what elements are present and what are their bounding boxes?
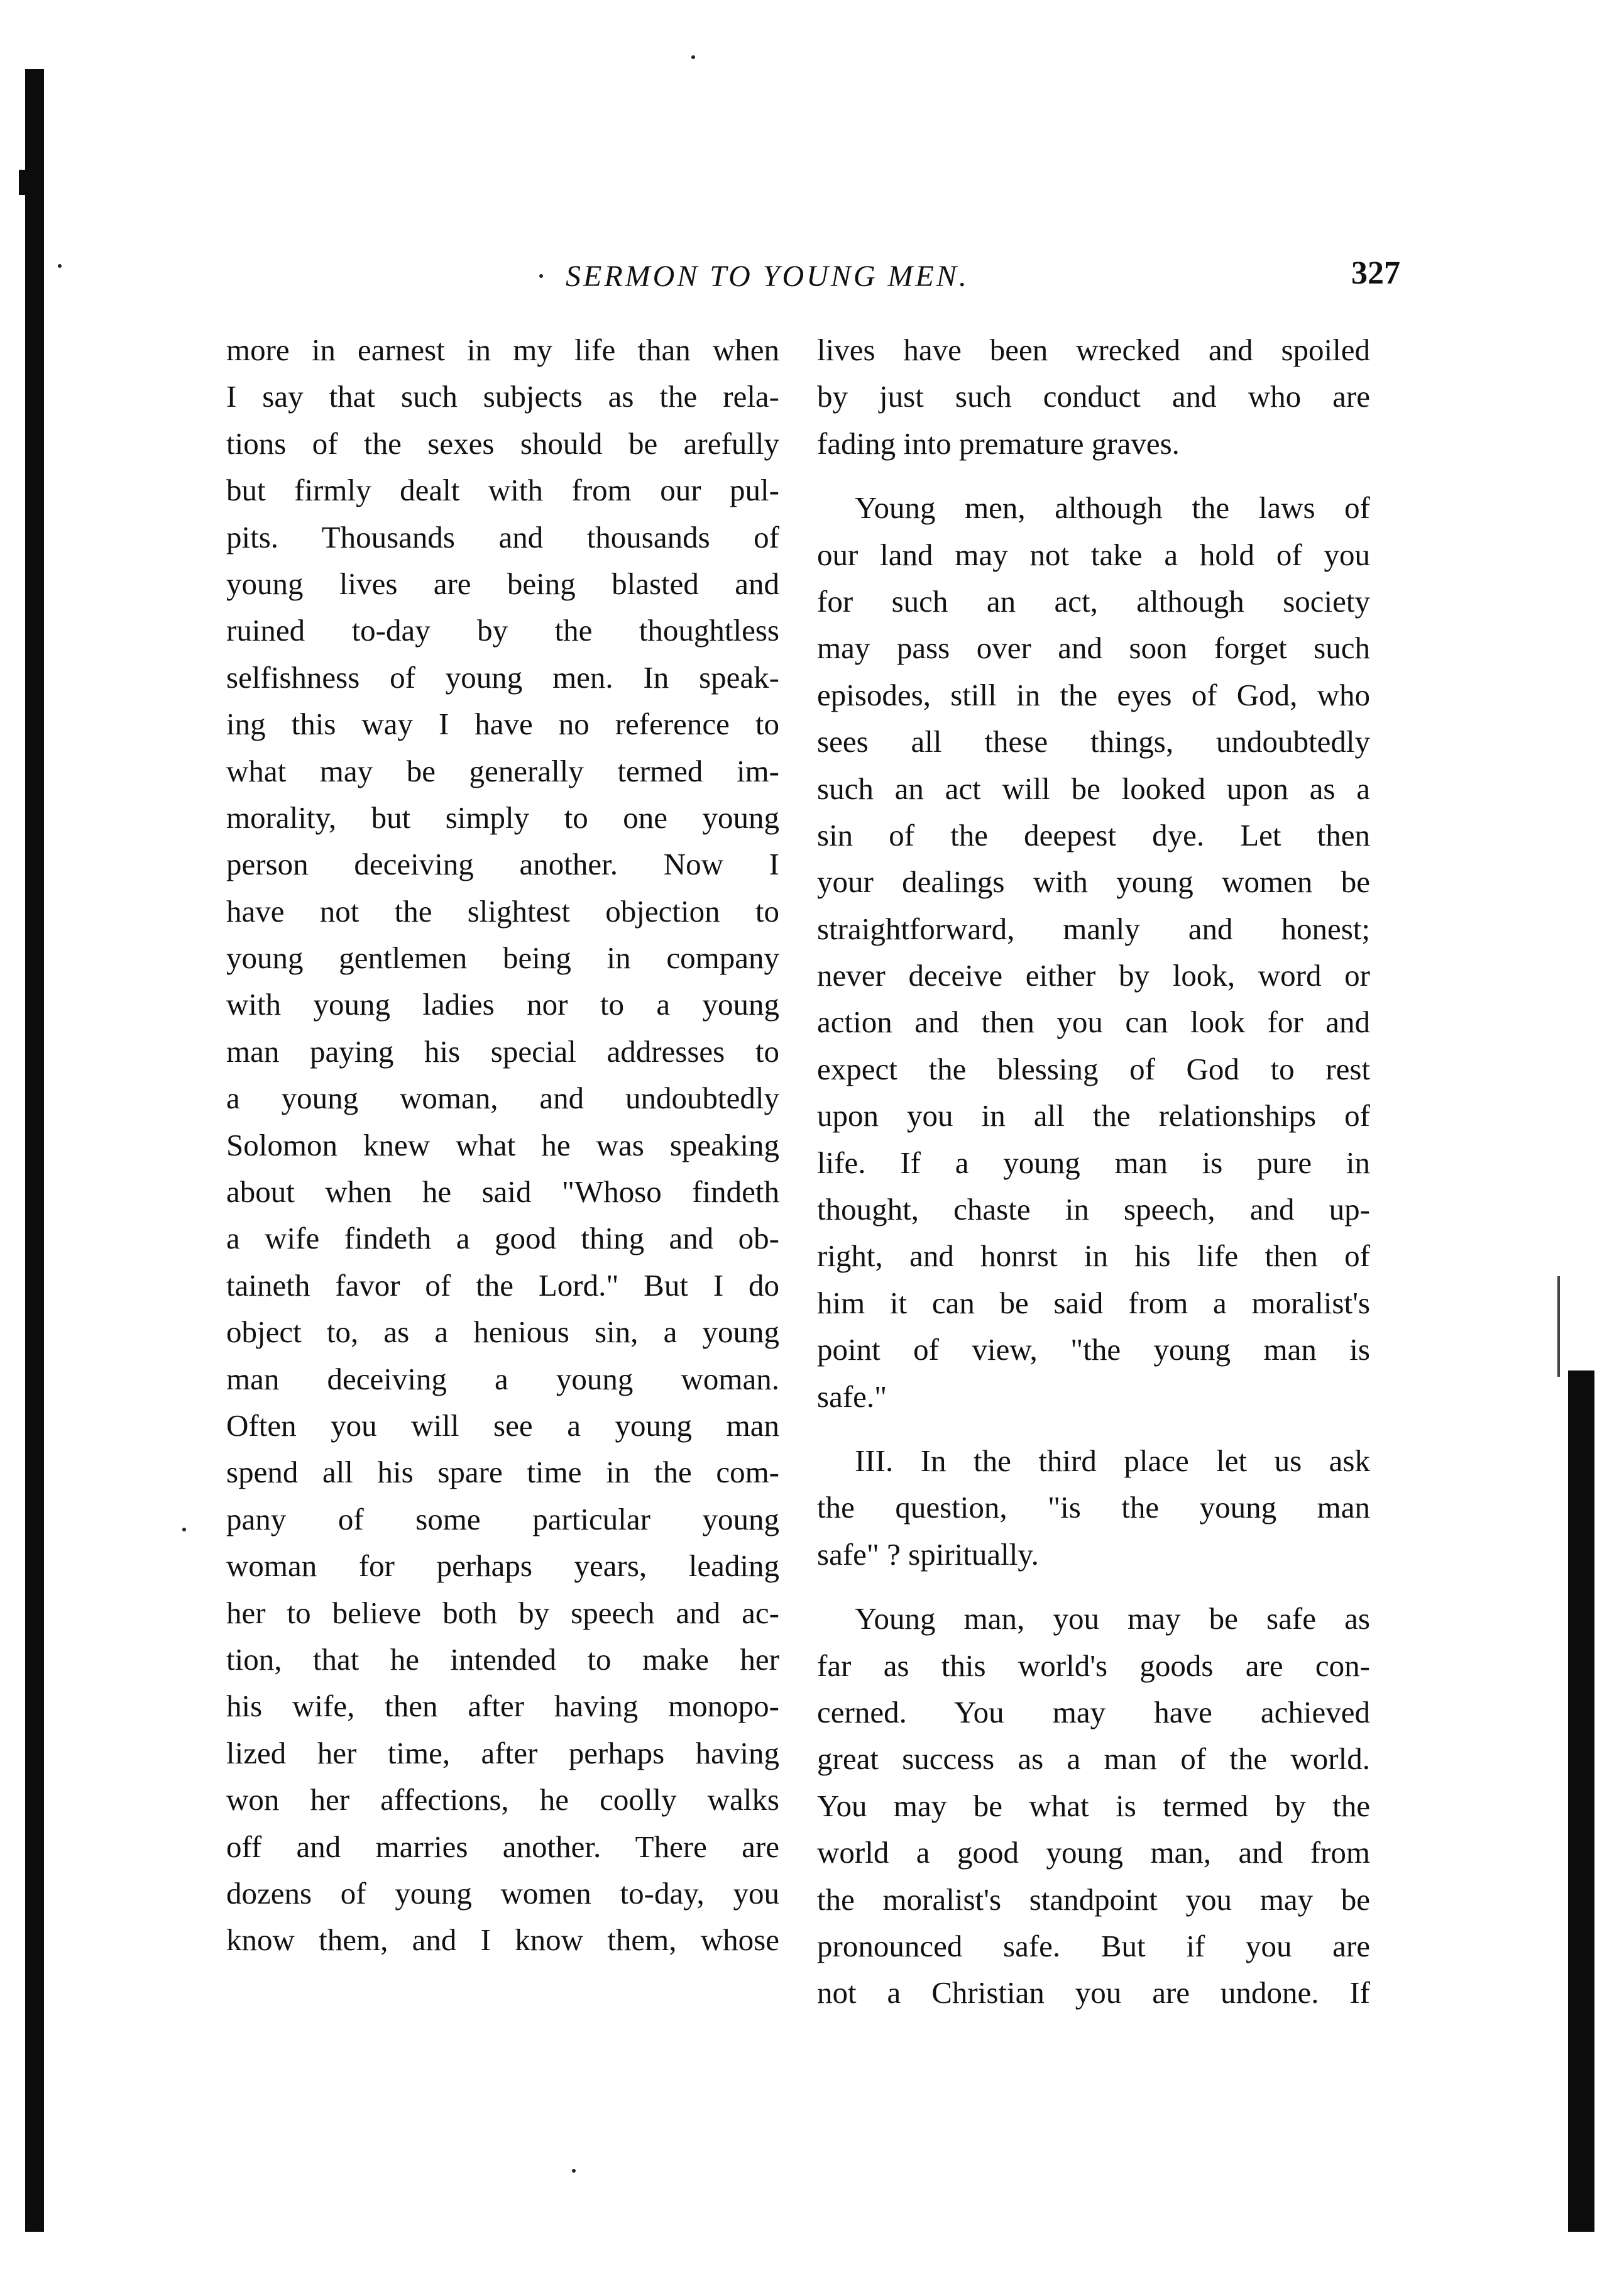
text-line: III. In the third place let us ask (855, 1443, 1370, 1478)
text-line: right, and honrst in his life then of (817, 1238, 1370, 1274)
scan-speck (182, 1528, 186, 1531)
text-line: ing this way I have no reference to (226, 707, 779, 742)
scan-speck (572, 2169, 576, 2173)
text-line: but firmly dealt with from our pul- (226, 473, 779, 508)
paragraph-gap (817, 1578, 1370, 1596)
text-line: the question, "is the young man (817, 1490, 1370, 1525)
text-line: pany of some particular young (226, 1501, 779, 1536)
text-line: Young man, you may be safe as (855, 1601, 1370, 1636)
scan-speck (58, 264, 62, 268)
text-line: life. If a young man is pure in (817, 1145, 1370, 1180)
text-line: young gentlemen being in company (226, 940, 779, 976)
text-line: episodes, still in the eyes of God, who (817, 677, 1370, 712)
text-line: straightforward, manly and honest; (817, 911, 1370, 946)
text-line: fading into premature graves. (817, 426, 1180, 461)
text-line: point of view, "the young man is (817, 1332, 1370, 1367)
text-line: action and then you can look for and (817, 1005, 1370, 1040)
text-line: tions of the sexes should be arefully (226, 426, 779, 461)
text-line: with young ladies nor to a young (226, 987, 779, 1022)
text-line: safe." (817, 1379, 887, 1414)
text-line: great success as a man of the world. (817, 1741, 1370, 1777)
right-column (817, 327, 1370, 2017)
paragraph-gap (817, 467, 1370, 485)
text-line: I say that such subjects as the rela- (226, 379, 779, 414)
text-line: sin of the deepest dye. Let then (817, 817, 1370, 852)
text-line: know them, and I know them, whose (226, 1922, 779, 1958)
scan-speck (691, 55, 695, 59)
text-line: selfishness of young men. In speak- (226, 659, 779, 695)
text-line: his wife, then after having monopo- (226, 1689, 779, 1724)
text-line: have not the slightest objection to (226, 893, 779, 929)
text-line: person deceiving another. Now I (226, 847, 779, 882)
paragraph-gap (817, 1420, 1370, 1438)
text-line: expect the blessing of God to rest (817, 1051, 1370, 1086)
text-line: object to, as a henious sin, a young (226, 1315, 779, 1350)
scan-edge-mark (19, 170, 34, 195)
text-line: more in earnest in my life than when (226, 333, 779, 367)
text-line: cerned. You may have achieved (817, 1694, 1370, 1729)
text-line: not a Christian you are undone. If (817, 1975, 1370, 2010)
text-line: dozens of young women to-day, you (226, 1875, 779, 1911)
text-line: your dealings with young women be (817, 864, 1370, 900)
text-line: pits. Thousands and thousands of (226, 519, 779, 554)
text-line: may pass over and soon forget such (817, 631, 1370, 666)
text-line: a young woman, and undoubtedly (226, 1081, 779, 1116)
text-line: never deceive either by look, word or (817, 958, 1370, 993)
text-line: tion, that he intended to make her (226, 1641, 779, 1677)
text-line: Young men, although the laws of (855, 490, 1370, 526)
text-line: lives have been wrecked and spoiled (817, 333, 1370, 367)
page-number: 327 (1351, 255, 1400, 291)
text-line: young lives are being blasted and (226, 566, 779, 601)
text-line: her to believe both by speech and ac- (226, 1595, 779, 1630)
text-line: him it can be said from a moralist's (817, 1285, 1370, 1320)
text-line: our land may not take a hold of you (817, 537, 1370, 572)
text-line: upon you in all the relationships of (817, 1098, 1370, 1133)
text-line: a wife findeth a good thing and ob- (226, 1221, 779, 1256)
text-line: safe" ? spiritually. (817, 1536, 1039, 1572)
text-line: about when he said "Whoso findeth (226, 1174, 779, 1210)
text-line: ruined to-day by the thoughtless (226, 613, 779, 648)
text-line: lized her time, after perhaps having (226, 1735, 779, 1770)
text-line: won her affections, he coolly walks (226, 1782, 779, 1817)
text-line: Solomon knew what he was speaking (226, 1127, 779, 1162)
text-line: Often you will see a young man (226, 1408, 779, 1443)
text-line: for such an act, although society (817, 583, 1370, 619)
scan-speck (539, 274, 543, 278)
scan-edge-right (1568, 1370, 1594, 2232)
text-line: man paying his special addresses to (226, 1034, 779, 1069)
text-line: pronounced safe. But if you are (817, 1928, 1370, 1963)
text-line: the moralist's standpoint you may be (817, 1882, 1370, 1917)
text-line: far as this world's goods are con- (817, 1648, 1370, 1683)
scan-edge-right-thin (1557, 1276, 1560, 1377)
text-line: off and marries another. There are (226, 1829, 779, 1864)
text-line: sees all these things, undoubtedly (817, 724, 1370, 759)
text-line: You may be what is termed by the (817, 1788, 1370, 1823)
text-line: such an act will be looked upon as a (817, 771, 1370, 806)
text-line: what may be generally termed im- (226, 753, 779, 788)
running-head: SERMON TO YOUNG MEN. (566, 260, 969, 293)
text-line: by just such conduct and who are (817, 379, 1370, 414)
text-line: thought, chaste in speech, and up- (817, 1192, 1370, 1227)
scan-edge-left (25, 69, 44, 2232)
text-line: world a good young man, and from (817, 1835, 1370, 1870)
text-line: taineth favor of the Lord." But I do (226, 1267, 779, 1303)
text-line: spend all his spare time in the com- (226, 1455, 779, 1490)
text-line: woman for perhaps years, leading (226, 1548, 779, 1584)
text-line: morality, but simply to one young (226, 800, 779, 835)
text-line: man deceiving a young woman. (226, 1361, 779, 1396)
left-column (226, 327, 779, 1964)
